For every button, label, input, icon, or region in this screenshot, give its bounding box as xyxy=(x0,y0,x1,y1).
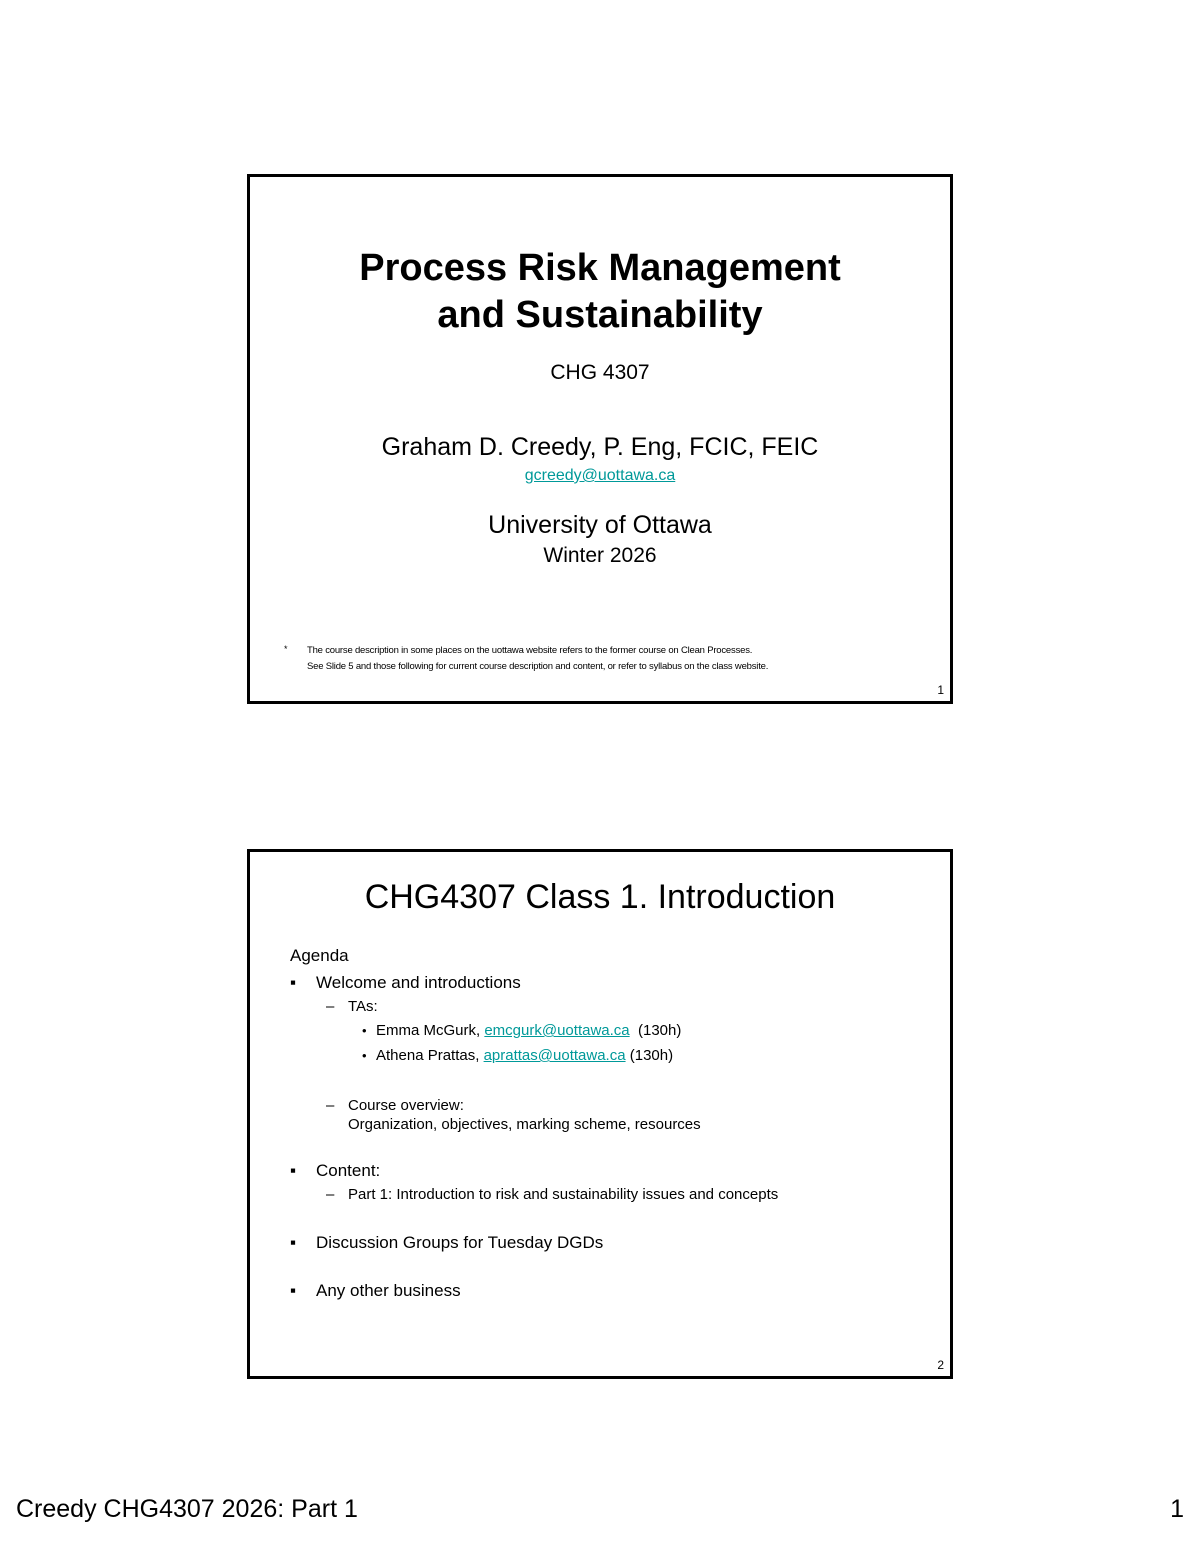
tas-label: TAs: xyxy=(348,998,378,1015)
welcome-text: Welcome and introductions xyxy=(316,973,521,992)
slide-1 xyxy=(247,174,953,704)
bullet-icon: ▪ xyxy=(290,973,297,992)
slide-2-title: CHG4307 Class 1. Introduction xyxy=(364,878,836,916)
dash-icon: – xyxy=(326,1186,335,1203)
dash-icon: – xyxy=(326,1097,335,1114)
agenda-label: Agenda xyxy=(290,946,349,965)
term: Winter 2026 xyxy=(543,544,657,567)
author-email-wrap xyxy=(250,467,950,485)
agenda-item-discussion xyxy=(290,1233,603,1253)
title-line-1: Process Risk Management xyxy=(359,247,841,289)
footnote-line-1: The course description in some places on the uottawa website refers to the former course on Clean Processes. xyxy=(307,645,753,656)
bullet-icon: ▪ xyxy=(290,1233,297,1252)
university: University of Ottawa xyxy=(488,511,712,539)
bullet-icon: ▪ xyxy=(290,1281,297,1300)
bullet-icon: ▪ xyxy=(290,1161,297,1180)
ta1-name: Emma McGurk, xyxy=(376,1022,485,1039)
slide-1-title xyxy=(250,245,950,339)
ta1-email-link[interactable]: emcgurk@uottawa.ca xyxy=(484,1022,630,1039)
page-footer-title: Creedy CHG4307 2026: Part 1 xyxy=(16,1495,358,1523)
overview-row xyxy=(326,1097,464,1114)
dash-icon: – xyxy=(326,998,335,1015)
author-name: Graham D. Creedy, P. Eng, FCIC, FEIC xyxy=(381,433,819,461)
slide-1-number: 1 xyxy=(937,683,944,697)
overview-label: Course overview: xyxy=(348,1097,464,1114)
footnote-line-2: See Slide 5 and those following for current course description and content, or refer to syllabus on the class website. xyxy=(307,661,769,672)
tas-label-row xyxy=(326,998,378,1015)
content-label: Content: xyxy=(316,1161,381,1180)
ta-row-2 xyxy=(362,1047,673,1064)
dot-icon: • xyxy=(362,1023,367,1038)
course-code: CHG 4307 xyxy=(550,361,650,384)
dot-icon: • xyxy=(362,1048,367,1063)
page-number: 1 xyxy=(1170,1495,1184,1523)
agenda-item-welcome xyxy=(290,973,521,993)
footnote-mark: * xyxy=(284,644,288,654)
title-line-2: and Sustainability xyxy=(437,294,763,336)
ta2-email-link[interactable]: aprattas@uottawa.ca xyxy=(483,1047,626,1064)
agenda-item-content xyxy=(290,1161,380,1181)
discussion-text: Discussion Groups for Tuesday DGDs xyxy=(316,1233,604,1252)
slide-2-number: 2 xyxy=(937,1358,944,1372)
footnote xyxy=(284,643,768,675)
part1-row xyxy=(326,1186,778,1203)
ta-row-1 xyxy=(362,1022,681,1039)
agenda-item-other xyxy=(290,1281,461,1301)
slide-2 xyxy=(247,849,953,1379)
ta2-name: Athena Prattas, xyxy=(376,1047,484,1064)
overview-detail: Organization, objectives, marking scheme, resources xyxy=(348,1116,701,1133)
part1-text: Part 1: Introduction to risk and sustainability issues and concepts xyxy=(348,1186,779,1203)
ta1-hours: (130h) xyxy=(637,1022,682,1039)
author-email-link[interactable]: gcreedy@uottawa.ca xyxy=(524,467,676,484)
ta2-hours: (130h) xyxy=(629,1047,674,1064)
other-text: Any other business xyxy=(316,1281,461,1300)
